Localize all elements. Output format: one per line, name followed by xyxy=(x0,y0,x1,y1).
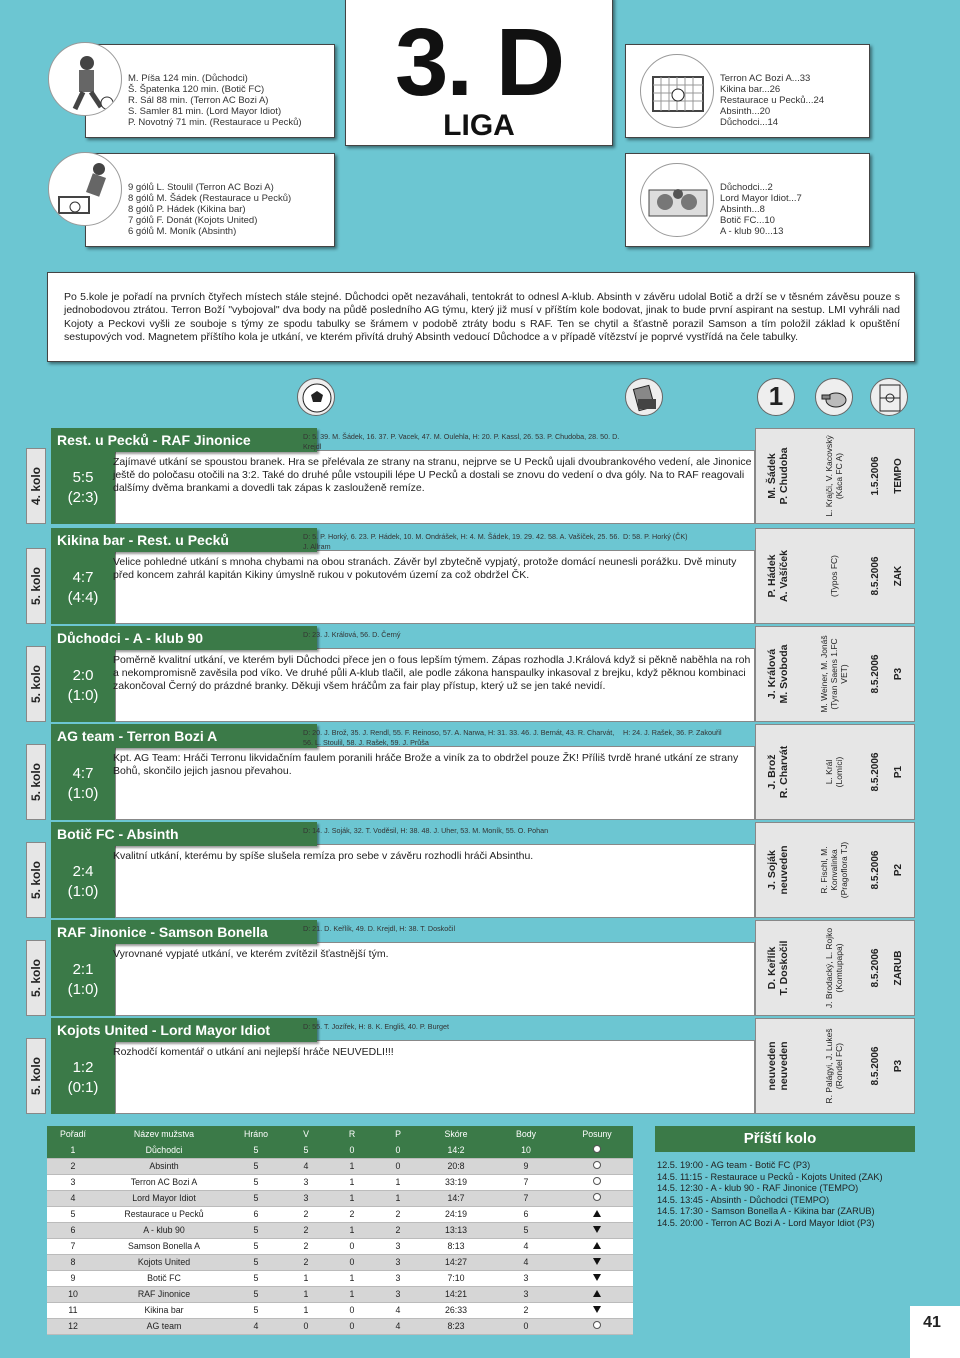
standings-cell: 3 xyxy=(47,1174,99,1190)
standings-cell: Restaurace u Pecků xyxy=(99,1206,229,1222)
standings-cell: 10 xyxy=(491,1142,561,1158)
best-players: P. Hádek A. Vašíček xyxy=(766,550,790,602)
playtime-panel xyxy=(85,44,335,138)
goal-scorers: D: 14. J. Soják, 32. T. Voděsil, H: 38. 48. J. Uher, 53. M. Moník, 55. O. Pohan xyxy=(303,826,549,835)
movement-cell xyxy=(561,1206,633,1222)
standings-cell: 14:7 xyxy=(421,1190,491,1206)
scorer-item: 7 gólů F. Donát (Kojots United) xyxy=(128,215,258,226)
standings-cell: 6 xyxy=(47,1222,99,1238)
score-box xyxy=(51,552,115,624)
best-players: J. Soják neuveden xyxy=(766,845,790,895)
match-date: 8.5.2006 xyxy=(870,556,881,596)
standings-cell: 2 xyxy=(375,1222,421,1238)
match-report: Kpt. AG Team: Hráči Terronu likvidačním faulem poranili hráče Brože a viník za to obdržel pouze ŽK! Příliš tvrdě hrané utkání ze strany Bohů, skončilo jejich jasnou převahou. xyxy=(113,752,739,777)
goalkeeper-photo-icon xyxy=(640,163,714,237)
playtime-item: P. Novotný 71 min. (Restaurace u Pecků) xyxy=(128,117,302,128)
movement-cell xyxy=(561,1318,633,1334)
standings-cell: 5 xyxy=(47,1206,99,1222)
standings-cell: 9 xyxy=(491,1158,561,1174)
pitch-icon xyxy=(870,378,908,416)
standings-cell: Důchodci xyxy=(99,1142,229,1158)
standings-body xyxy=(47,1142,633,1334)
round-label: 5. kolo xyxy=(29,958,43,998)
standings-cell: 0 xyxy=(375,1142,421,1158)
standings-cell: 0 xyxy=(329,1302,375,1318)
round-label-box xyxy=(26,744,46,820)
standings-cell: 1 xyxy=(329,1222,375,1238)
arrow-up-icon xyxy=(593,1210,601,1217)
goal-scorers: D: 20. J. Brož, 35. J. Rendl, 55. F. Reinoso, 57. A. Narwa, H: 31. 33. 46. J. Bernát, 43. R. Charvát, 56. L. Stoulil, 58. J. Rašek, 59. J. Průša xyxy=(303,728,615,747)
league-label: LIGA xyxy=(443,109,515,142)
match-info-box xyxy=(755,920,915,1016)
arrow-down-icon xyxy=(593,1274,601,1281)
round-label: 4. kolo xyxy=(29,466,43,506)
standings-row xyxy=(47,1286,633,1302)
standings-cell: 5 xyxy=(229,1142,283,1158)
standings-cell: 7:10 xyxy=(421,1270,491,1286)
standings-cell: Terron AC Bozi A xyxy=(99,1174,229,1190)
goal-scorers: D: 5. P. Horký, 6. 23. P. Hádek, 10. M. Ondrášek, H: 4. M. Šádek, 19. 29. 42. 58. A. Vašíček, 25. 56. J. Allram xyxy=(303,532,620,551)
league-title-panel xyxy=(345,0,613,146)
arrow-down-icon xyxy=(593,1306,601,1313)
standings-cell: 2 xyxy=(491,1302,561,1318)
match-date: 8.5.2006 xyxy=(870,850,881,890)
match-block xyxy=(26,1018,916,1114)
movement-cell xyxy=(561,1238,633,1254)
match-info-box xyxy=(755,724,915,820)
league-number: 3. D xyxy=(394,9,564,116)
playtime-item: M. Píša 124 min. (Důchodci) xyxy=(128,73,248,84)
standings-cell: RAF Jinonice xyxy=(99,1286,229,1302)
next-round-item: 14.5. 17:30 - Samson Bonella A - Kikina bar (ZARUB) xyxy=(657,1206,875,1217)
scorers-panel xyxy=(85,153,335,247)
standings-cell: 6 xyxy=(491,1206,561,1222)
score-box xyxy=(51,650,115,722)
standings-row xyxy=(47,1206,633,1222)
standings-cell: 20:8 xyxy=(421,1158,491,1174)
match-info-box xyxy=(755,626,915,722)
final-score: 4:7 xyxy=(72,569,94,586)
standings-row xyxy=(47,1270,633,1286)
standings-cell: 7 xyxy=(47,1238,99,1254)
next-round-item: 14.5. 20:00 - Terron AC Bozi A - Lord Mayor Idiot (P3) xyxy=(657,1217,875,1228)
standings-cell: 12 xyxy=(47,1318,99,1334)
referees: L. Král (Lomíci) xyxy=(824,756,844,788)
score-box xyxy=(51,1042,115,1114)
match-report: Velice pohledné utkání s mnoha chybami na obou stranách. Závěr byl zbytečně vypjatý, protože domácí neunesli porážku. Dvě minuty před koncem zahrál kapitán Kikiny úmyslně rukou v pokutovém území za což obdržel ČK. xyxy=(113,556,737,581)
best-players: J. Králová M. Svoboda xyxy=(766,644,790,704)
standings-cell: 4 xyxy=(491,1238,561,1254)
pitch-name: ZARUB xyxy=(893,950,904,986)
conceded-item: Důchodci...2 xyxy=(720,182,773,193)
goal-scorers: D: 55. T. Jozífek, H: 8. K. Engliš, 40. P. Burget xyxy=(303,1022,449,1031)
referees: L. Krajči, V. Kacovský (Káca FC A) xyxy=(824,435,844,517)
final-score: 2:0 xyxy=(72,667,94,684)
match-title: AG team - Terron Bozi A xyxy=(51,724,317,748)
arrow-down-icon xyxy=(593,1226,601,1233)
number-one-icon xyxy=(757,378,795,416)
score-box xyxy=(51,944,115,1016)
goal-scorers: D: 23. J. Králová, 56. D. Černý xyxy=(303,630,401,639)
standings-cell: 14:21 xyxy=(421,1286,491,1302)
scorer-item: 9 gólů L. Stoulil (Terron AC Bozi A) xyxy=(128,182,274,193)
score-box xyxy=(51,748,115,820)
summary-panel xyxy=(47,272,915,362)
round-label-box xyxy=(26,842,46,918)
conceded-item: A - klub 90...13 xyxy=(720,226,784,237)
standings-row xyxy=(47,1142,633,1158)
team-goals-item: Absinth...20 xyxy=(720,106,771,117)
standings-cell: A - klub 90 xyxy=(99,1222,229,1238)
team-goals-item: Terron AC Bozi A...33 xyxy=(720,73,811,84)
standings-cell: 5 xyxy=(491,1222,561,1238)
final-score: 1:2 xyxy=(72,1059,94,1076)
movement-cell xyxy=(561,1142,633,1158)
standings-cell: 3 xyxy=(491,1270,561,1286)
pitch-name: P2 xyxy=(893,863,904,877)
next-round-item: 14.5. 13:45 - Absinth - Důchodci (TEMPO) xyxy=(657,1194,830,1205)
standings-cell: 2 xyxy=(283,1206,329,1222)
referees: R. Palágyi, J. Lukeš (Rondel FC) xyxy=(824,1028,844,1104)
standings-header: P xyxy=(375,1126,421,1142)
standings-cell: Samson Bonella A xyxy=(99,1238,229,1254)
standings-row xyxy=(47,1254,633,1270)
cards-info: H: 24. J. Rašek, 36. P. Zakouřil xyxy=(623,728,722,737)
standings-cell: 0 xyxy=(329,1318,375,1334)
match-date: 8.5.2006 xyxy=(870,1046,881,1086)
standings-cell: 2 xyxy=(283,1238,329,1254)
standings-cell: 4 xyxy=(229,1318,283,1334)
standings-cell: 2 xyxy=(375,1206,421,1222)
standings-table xyxy=(47,1126,633,1335)
standings-cell: 1 xyxy=(283,1302,329,1318)
standings-cell: 9 xyxy=(47,1270,99,1286)
standings-cell: Kojots United xyxy=(99,1254,229,1270)
movement-cell xyxy=(561,1270,633,1286)
no-change-icon xyxy=(593,1161,601,1169)
match-report: Zajímavé utkání se spoustou branek. Hra se přelévala ze strany na stranu, nejprve se U Pecků ujali dvoubrankového vedení, ale Jinonice ještě do poločasu otočili na 3:2. Také do druhé půle vstoupili lépe U Pecků a dostali se znovu do vedení o dva góly. Na to RAF reagovali dalšímy dvěma brankami a dovedli tak zápas k zaslouženě remíze. xyxy=(113,456,752,494)
standings-cell: 14:27 xyxy=(421,1254,491,1270)
match-info-box xyxy=(755,822,915,918)
player-photo-icon xyxy=(48,42,122,116)
halftime-score: (1:0) xyxy=(67,883,99,900)
round-label-box xyxy=(26,448,46,524)
match-date: 8.5.2006 xyxy=(870,948,881,988)
standings-cell: 8:13 xyxy=(421,1238,491,1254)
conceded-item: Absinth...8 xyxy=(720,204,765,215)
team-goals-list xyxy=(720,73,824,128)
playtime-item: Š. Špatenka 120 min. (Botič FC) xyxy=(128,84,265,95)
standings-cell: 5 xyxy=(229,1238,283,1254)
standings-cell: 5 xyxy=(229,1174,283,1190)
standings-cell: 5 xyxy=(283,1142,329,1158)
goal-net-icon xyxy=(640,54,714,128)
standings-header: Body xyxy=(491,1126,561,1142)
standings-cell: Lord Mayor Idiot xyxy=(99,1190,229,1206)
movement-cell xyxy=(561,1286,633,1302)
best-players: D. Keřlík T. Doskočil xyxy=(766,940,790,996)
next-round-list xyxy=(657,1160,883,1230)
standings-cell: 1 xyxy=(375,1174,421,1190)
standings-header: Název mužstva xyxy=(99,1126,229,1142)
standings-row xyxy=(47,1238,633,1254)
standings-cell: 5 xyxy=(229,1254,283,1270)
standings-cell: 3 xyxy=(375,1238,421,1254)
standings-header: R xyxy=(329,1126,375,1142)
standings-row xyxy=(47,1190,633,1206)
scorer-item: 6 gólů M. Moník (Absinth) xyxy=(128,226,237,237)
round-label-box xyxy=(26,646,46,722)
standings-cell: 11 xyxy=(47,1302,99,1318)
pitch-name: TEMPO xyxy=(893,458,904,494)
standings-cell: 5 xyxy=(229,1270,283,1286)
standings-cell: 33:19 xyxy=(421,1174,491,1190)
standings-cell: 2 xyxy=(329,1206,375,1222)
standings-cell: 0 xyxy=(329,1254,375,1270)
movement-cell xyxy=(561,1302,633,1318)
match-date: 8.5.2006 xyxy=(870,654,881,694)
standings-cell: 0 xyxy=(283,1318,329,1334)
final-score: 4:7 xyxy=(72,765,94,782)
standings-cell: 3 xyxy=(283,1190,329,1206)
standings-cell: 7 xyxy=(491,1174,561,1190)
standings-cell: 4 xyxy=(375,1302,421,1318)
next-round-heading: Příští kolo xyxy=(743,1130,817,1147)
final-score: 2:1 xyxy=(72,961,94,978)
standings-cell: Botič FC xyxy=(99,1270,229,1286)
match-date: 8.5.2006 xyxy=(870,752,881,792)
next-round-item: 14.5. 12:30 - A - klub 90 - RAF Jinonice (TEMPO) xyxy=(657,1183,859,1194)
card-icon xyxy=(625,378,663,416)
halftime-score: (1:0) xyxy=(67,687,99,704)
standings-cell: 4 xyxy=(283,1158,329,1174)
arrow-up-icon xyxy=(593,1242,601,1249)
playtime-list xyxy=(128,73,302,128)
standings-cell: 5 xyxy=(229,1190,283,1206)
match-report: Rozhodčí komentář o utkání ani nejlepší hráče NEUVEDLI!!! xyxy=(113,1046,394,1058)
standings-row xyxy=(47,1318,633,1334)
pitch-name: P1 xyxy=(893,765,904,779)
standings-cell: 7 xyxy=(491,1190,561,1206)
match-title: Důchodci - A - klub 90 xyxy=(51,626,317,650)
standings-cell: 3 xyxy=(283,1174,329,1190)
standings-cell: 8:23 xyxy=(421,1318,491,1334)
match-block xyxy=(26,724,916,820)
match-block xyxy=(26,428,916,524)
standings-cell: 24:19 xyxy=(421,1206,491,1222)
match-date: 1.5.2006 xyxy=(870,456,881,496)
team-goals-item: Restaurace u Pecků...24 xyxy=(720,95,825,106)
match-info-box xyxy=(755,528,915,624)
final-score: 2:4 xyxy=(72,863,94,880)
round-label: 5. kolo xyxy=(29,762,43,802)
standings-cell: 13:13 xyxy=(421,1222,491,1238)
halftime-score: (4:4) xyxy=(67,589,99,606)
match-title: Botič FC - Absinth xyxy=(51,822,317,846)
standings-cell: 1 xyxy=(329,1158,375,1174)
referees: (Typos FC) xyxy=(829,554,839,598)
scorers-list xyxy=(128,182,291,237)
standings-cell: AG team xyxy=(99,1318,229,1334)
referees: R. Fischl, M. Konvalinka (Pragoflora TJ) xyxy=(819,841,849,899)
match-title: Rest. u Pecků - RAF Jinonice xyxy=(51,428,317,452)
goal-scorers: D: 5. 39. M. Šádek, 16. 37. P. Vacek, 47. M. Oulehla, H: 20. P. Kassl, 26. 53. P. Chudoba, 28. 50. D. Krejdl xyxy=(303,432,620,451)
halftime-score: (2:3) xyxy=(67,489,99,506)
standings-header: Skóre xyxy=(421,1126,491,1142)
standings-cell: 10 xyxy=(47,1286,99,1302)
match-info-box xyxy=(755,1018,915,1114)
pitch-name: P3 xyxy=(893,667,904,681)
round-label-box xyxy=(26,1038,46,1114)
scorer-photo-icon xyxy=(48,152,122,226)
number-one-label: 1 xyxy=(768,381,784,411)
standings-cell: 1 xyxy=(329,1270,375,1286)
playtime-item: R. Sál 88 min. (Terron AC Bozi A) xyxy=(128,95,269,106)
standings-cell: 1 xyxy=(375,1190,421,1206)
standings-cell: 1 xyxy=(329,1174,375,1190)
halftime-score: (0:1) xyxy=(67,1079,99,1096)
round-label: 5. kolo xyxy=(29,1056,43,1096)
standings-cell: 14:2 xyxy=(421,1142,491,1158)
standings-cell: 0 xyxy=(329,1142,375,1158)
conceded-list xyxy=(720,182,802,237)
pitch-name: P3 xyxy=(893,1059,904,1073)
movement-cell xyxy=(561,1222,633,1238)
round-label-box xyxy=(26,940,46,1016)
match-report: Poměrně kvalitní utkání, ve kterém byli Důchodci přece jen o fous lepším týmem. Zápas rozhodla J.Králová když si pěkně naběhla na roh a nekompromisně zavěsila pod víko. Ve druhé půli A-klub tlačil, ale podle zákona hanspaulky inkasoval z brejku, když pěknou kombinaci zakončoval Černý do prázdné branky. Děkuji všem hráčům za fair play přístup, který už se jen také nevidí. xyxy=(113,654,751,692)
match-info-box xyxy=(755,428,915,524)
standings-cell: 2 xyxy=(47,1158,99,1174)
scorer-item: 8 gólů P. Hádek (Kikina bar) xyxy=(128,204,246,215)
standings-cell: 3 xyxy=(375,1254,421,1270)
standings-cell: 4 xyxy=(375,1318,421,1334)
standings-header: V xyxy=(283,1126,329,1142)
standings-cell: Absinth xyxy=(99,1158,229,1174)
best-players: J. Brož R. Charvát xyxy=(766,745,790,799)
standings-header: Posuny xyxy=(561,1126,633,1142)
standings-cell: 1 xyxy=(283,1286,329,1302)
standings-cell: 2 xyxy=(283,1254,329,1270)
next-round-item: 12.5. 19:00 - AG team - Botič FC (P3) xyxy=(657,1160,811,1170)
match-block xyxy=(26,626,916,722)
standings-cell: 2 xyxy=(283,1222,329,1238)
standings-row xyxy=(47,1174,633,1190)
playtime-item: S. Samler 81 min. (Lord Mayor Idiot) xyxy=(128,106,282,117)
referees: M. Weiner, M. Jonáš (Tyran Saens 1.FC VET) xyxy=(819,635,849,713)
match-title: RAF Jinonice - Samson Bonella xyxy=(51,920,317,944)
standings-cell: 1 xyxy=(47,1142,99,1158)
match-title: Kikina bar - Rest. u Pecků xyxy=(51,528,317,552)
standings-cell: 3 xyxy=(375,1270,421,1286)
team-goals-item: Kikina bar...26 xyxy=(720,84,781,95)
standings-header: Pořadí xyxy=(47,1126,99,1142)
page-number: 41 xyxy=(923,1314,941,1331)
standings-cell: 0 xyxy=(491,1318,561,1334)
referees: J. Brodacký, L. Rojko (Komtupapa) xyxy=(824,927,844,1009)
ball-icon xyxy=(297,378,335,416)
whistle-icon xyxy=(815,378,853,416)
standings-cell: 4 xyxy=(47,1190,99,1206)
halftime-score: (1:0) xyxy=(67,785,99,802)
conceded-item: Lord Mayor Idiot...7 xyxy=(720,193,802,204)
standings-header-row xyxy=(47,1126,633,1142)
no-change-icon xyxy=(593,1193,601,1201)
standings-row xyxy=(47,1158,633,1174)
round-label: 5. kolo xyxy=(29,566,43,606)
no-change-icon xyxy=(593,1145,601,1153)
standings-cell: 5 xyxy=(229,1302,283,1318)
halftime-score: (1:0) xyxy=(67,981,99,998)
standings-cell: 3 xyxy=(375,1286,421,1302)
match-block xyxy=(26,528,916,624)
best-players: neuveden neuveden xyxy=(766,1041,790,1091)
movement-cell xyxy=(561,1174,633,1190)
team-goals-item: Důchodci...14 xyxy=(720,117,779,128)
conceded-item: Botič FC...10 xyxy=(720,215,775,226)
standings-cell: 5 xyxy=(229,1158,283,1174)
score-box xyxy=(51,452,115,524)
match-title: Kojots United - Lord Mayor Idiot xyxy=(51,1018,317,1042)
standings-cell: Kikina bar xyxy=(99,1302,229,1318)
no-change-icon xyxy=(593,1177,601,1185)
match-block xyxy=(26,822,916,918)
standings-cell: 1 xyxy=(329,1190,375,1206)
standings-row xyxy=(47,1222,633,1238)
standings-header: Hráno xyxy=(229,1126,283,1142)
standings-cell: 8 xyxy=(47,1254,99,1270)
standings-row xyxy=(47,1302,633,1318)
standings-cell: 5 xyxy=(229,1286,283,1302)
summary-text: Po 5.kole je pořadí na prvních čtyřech místech stále stejné. Důchodci opět nezaváhali, tentokrát to odnesl A-klub. Absinth v závěru udolal Botič a drží se v těsném závěsu pouze s jednobodovou ztrátou. Terron Boží "vybojoval" dva body na půdě posledního AG týmu, který již musí v příštím kole bodovat, jinak to bude první aspirant na sestup. LMI vyhráli nad Kojoty a Peckovi vyšli ze souboje s týmy ze spodu tabulky se šrámem v podobě ztráty bodu s RAF. Ten se chytil a šťastně porazil Samson a tím položil základ k opuštění sestupových vod. Magnetem příštího kola je utkání, ve kterém přivítá druhý Absinth vedoucí Důchodce a v případě vítězství je poprvé vystřídá na čele tabulky. xyxy=(64,291,900,344)
standings-cell: 6 xyxy=(229,1206,283,1222)
round-label: 5. kolo xyxy=(29,664,43,704)
cards-info: D: 58. P. Horký (ČK) xyxy=(623,532,688,541)
match-report: Kvalitní utkání, kterému by spíše slušela remíza pro sebe v závěru rozhodli hráči Absinthu. xyxy=(113,850,534,862)
round-label: 5. kolo xyxy=(29,860,43,900)
round-label-box xyxy=(26,548,46,624)
no-change-icon xyxy=(593,1321,601,1329)
goal-scorers: D: 21. D. Keřlík, 49. D. Krejdl, H: 38. T. Doskočil xyxy=(303,924,456,933)
standings-cell: 1 xyxy=(329,1286,375,1302)
arrow-down-icon xyxy=(593,1258,601,1265)
arrow-up-icon xyxy=(593,1290,601,1297)
pitch-name: ZAK xyxy=(893,565,904,587)
standings-cell: 3 xyxy=(491,1286,561,1302)
movement-cell xyxy=(561,1158,633,1174)
scorer-item: 8 gólů M. Šádek (Restaurace u Pecků) xyxy=(128,193,292,204)
movement-cell xyxy=(561,1190,633,1206)
standings-cell: 0 xyxy=(329,1238,375,1254)
standings-cell: 5 xyxy=(229,1222,283,1238)
final-score: 5:5 xyxy=(72,469,94,486)
next-round-item: 14.5. 11:15 - Restaurace u Pecků - Kojots United (ZAK) xyxy=(657,1171,883,1182)
match-report: Vyrovnané vypjaté utkání, ve kterém zvítězil šťastnější tým. xyxy=(113,948,389,960)
best-players: M. Šádek P. Chudoba xyxy=(766,447,790,505)
standings-cell: 1 xyxy=(283,1270,329,1286)
standings-cell: 0 xyxy=(375,1158,421,1174)
score-box xyxy=(51,846,115,918)
standings-cell: 4 xyxy=(491,1254,561,1270)
movement-cell xyxy=(561,1254,633,1270)
match-block xyxy=(26,920,916,1016)
standings-cell: 26:33 xyxy=(421,1302,491,1318)
